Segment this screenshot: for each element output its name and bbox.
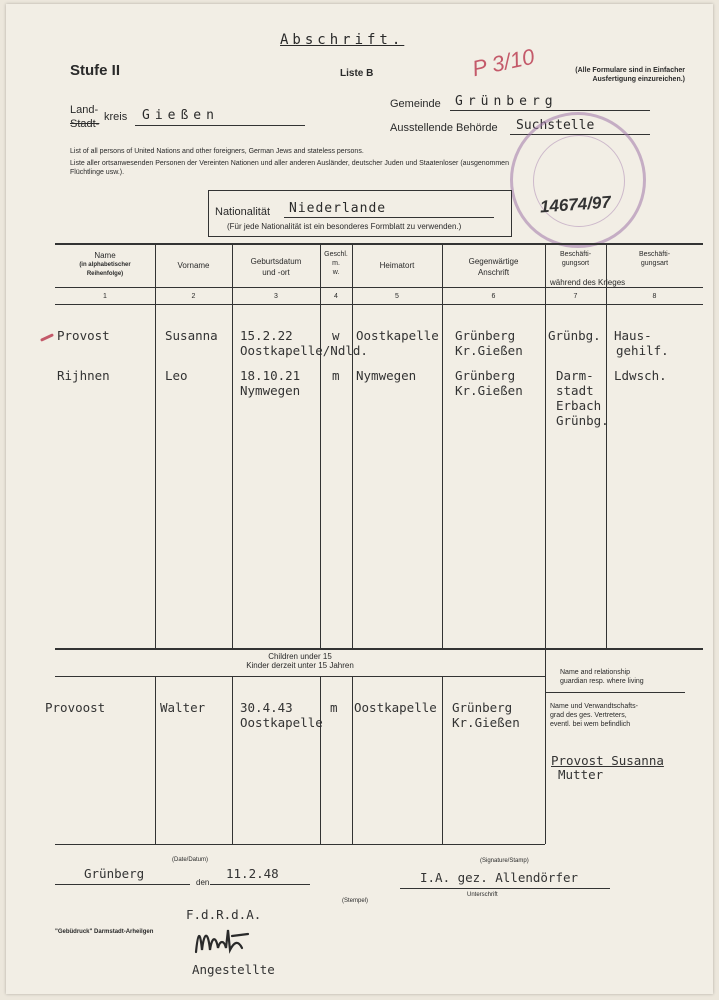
children-col-5 [442,676,443,844]
row2-geschl: m [332,368,340,383]
row1-geburt-date: 15.2.22 [240,328,293,343]
form-note-line1: (Alle Formulare sind in Einfacher [575,67,685,74]
col-divider-5 [442,243,443,648]
children-col-3 [320,676,321,844]
col-num-1: 1 [103,293,107,300]
handwritten-number: P 3/10 [469,43,537,82]
row2-ort-4: Grünbg. [556,413,609,428]
children-header-line [55,676,545,677]
behoerde-value: Suchstelle [516,118,595,133]
row1-art-2: gehilf. [616,343,669,358]
row2-vorname: Leo [165,368,188,383]
header-art-l2: gungsart [640,260,669,267]
row2-heimatort: Nymwegen [356,368,417,383]
row2-art-1: Ldwsch. [614,368,667,383]
footer-signature: I.A. gez. Allendörfer [420,870,579,885]
form-note [515,66,685,84]
intro-german-2: Flüchtlinge usw.). [70,169,125,176]
header-ort-l1: Beschäfti- [559,251,592,258]
row1-heimatort: Oostkapelle [356,328,439,343]
stadt-label: Stadt- [70,118,100,130]
guardian-en-2: guardian resp. where living [560,678,644,685]
header-beschaeftigungsart [606,250,703,268]
gemeinde-label: Gemeinde [390,98,441,110]
header-anschrift-l2: Anschrift [477,268,510,277]
row1-anschrift-1: Grünberg [455,328,516,343]
row1-geschl: w [332,328,340,343]
behoerde-label: Ausstellende Behörde [390,122,498,134]
child-geburt-place: Oostkapelle [240,715,323,730]
children-bottom-line [55,844,545,845]
child-geburt-date: 30.4.43 [240,700,293,715]
child-geschl: m [330,700,338,715]
header-name-l1: Name [94,251,116,260]
col-divider-4 [352,243,353,648]
footer-date-label: (Date/Datum) [172,857,209,863]
row2-geburt-date: 18.10.21 [240,368,301,383]
children-col-1 [155,676,156,844]
guardian-header-en [560,668,644,686]
row2-anschrift-2: Kr.Gießen [455,383,523,398]
footer-place-line [55,884,190,885]
nationality-box [208,190,512,237]
col-num-6: 6 [491,293,496,300]
row2-geburt-place: Nymwegen [240,383,301,398]
header-name-l3: Reihenfolge) [86,271,124,277]
footer-date: 11.2.48 [226,866,279,881]
handwritten-signature [190,922,260,960]
form-note-line2: Ausfertigung einzureichen.) [592,76,685,83]
row1-ort-1: Grünbg. [548,328,601,343]
header-geschl-l1: Geschl. [324,251,348,258]
header-geschl [320,250,352,277]
document-title: Abschrift. [280,32,405,48]
guardian-relation: Mutter [558,767,604,782]
child-heimatort: Oostkapelle [354,700,437,715]
gemeinde-value: Grünberg [455,94,558,109]
header-art-l1: Beschäfti- [638,251,671,258]
footer-stempel: (Stempel) [342,898,369,904]
kreis-value: Gießen [142,108,219,123]
children-col-2 [232,676,233,844]
row1-name: Provost [57,328,110,343]
footer-signature-label: (Signature/Stamp) [480,858,529,864]
header-heimatort: Heimatort [379,261,415,270]
footer-unterschrift: Unterschrift [467,892,498,898]
guardian-de-1: Name und Verwandtschafts- [550,703,638,710]
gemeinde-underline [450,110,650,111]
header-anschrift [442,256,545,278]
children-title-en: Children under 15 [268,652,332,661]
land-label: Land- [70,104,99,116]
col-divider-1 [155,243,156,648]
col-num-4: 4 [334,293,338,300]
row2-name: Rijhnen [57,368,110,383]
intro-german-1: Liste aller ortsanwesenden Personen der Vereinten Nationen und aller anderen Ausländer, deutscher Juden und Staatenloser (ausgenommen [70,160,509,167]
header-name-l2: (in alphabetischer [79,262,131,268]
child-vorname: Walter [160,700,206,715]
col-divider-6 [545,243,546,648]
row2-ort-1: Darm- [556,368,594,383]
stamp-number: 14674/97 [539,192,612,217]
intro-english: List of all persons of United Nations and other foreigners, German Jews and stateless persons. [70,148,364,155]
guardian-header-de [550,702,638,729]
footer-signature-line [400,888,610,889]
nationality-note: (Für jede Nationalität ist ein besonderes Formblatt zu verwenden.) [227,222,462,231]
nationality-underline [284,217,494,218]
header-vorname: Vorname [177,261,210,270]
kreis-underline [135,125,305,126]
header-geburt-l1: Geburtsdatum [250,257,302,266]
header-name [55,250,155,279]
children-right-divider [545,648,546,844]
header-ort-l2: gungsort [561,260,590,267]
col-num-2: 2 [191,293,196,300]
header-beschaeftigungsort [545,250,606,268]
liste-label: Liste B [340,68,374,79]
nationality-label: Nationalität [215,206,271,218]
row1-vorname: Susanna [165,328,218,343]
nationality-value: Niederlande [289,201,387,216]
col-divider-3 [320,243,321,648]
col-num-8: 8 [652,293,657,300]
kreis-label: kreis [104,111,128,123]
header-geschl-l2: m. [332,260,340,267]
header-geschl-l3: w. [332,269,340,276]
guardian-header-line [545,692,685,693]
col-divider-7 [606,243,607,648]
header-geburt [232,256,320,278]
col-num-3: 3 [274,293,278,300]
footer-date-line [210,884,310,885]
col-divider-2 [232,243,233,648]
header-geburt-l2: und -ort [262,268,290,277]
footer-den: den [196,878,210,887]
col-num-7: 7 [573,293,578,300]
col-num-5: 5 [395,293,399,300]
child-name: Provoost [45,700,106,715]
stufe-label: Stufe II [70,62,121,79]
children-title [150,652,450,670]
row2-ort-3: Erbach [556,398,602,413]
children-col-4 [352,676,353,844]
footer-place: Grünberg [84,866,145,881]
guardian-de-2: grad des ges. Vertreters, [550,712,627,719]
header-during-war: während des Krieges [550,278,626,287]
footer-role: Angestellte [192,962,275,977]
row2-anschrift-1: Grünberg [455,368,516,383]
row2-ort-2: stadt [556,383,594,398]
guardian-de-3: eventl. bei wem befindlich [550,721,631,728]
row1-art-1: Haus- [614,328,652,343]
header-anschrift-l1: Gegenwärtige [468,257,519,266]
child-anschrift-2: Kr.Gießen [452,715,520,730]
guardian-en-1: Name and relationship [560,669,631,676]
children-title-de: Kinder derzeit unter 15 Jahren [246,661,354,670]
row1-geburt-place: Oostkapelle/Ndld. [240,343,368,358]
row1-anschrift-2: Kr.Gießen [455,343,523,358]
footer-printer: "Gebüdruck" Darmstadt-Arheilgen [55,929,154,935]
official-stamp [510,112,646,248]
child-anschrift-1: Grünberg [452,700,513,715]
table-bottom-line [55,648,703,650]
footer-fdrda: F.d.R.d.A. [186,907,262,922]
guardian-name: Provost Susanna [551,753,664,768]
